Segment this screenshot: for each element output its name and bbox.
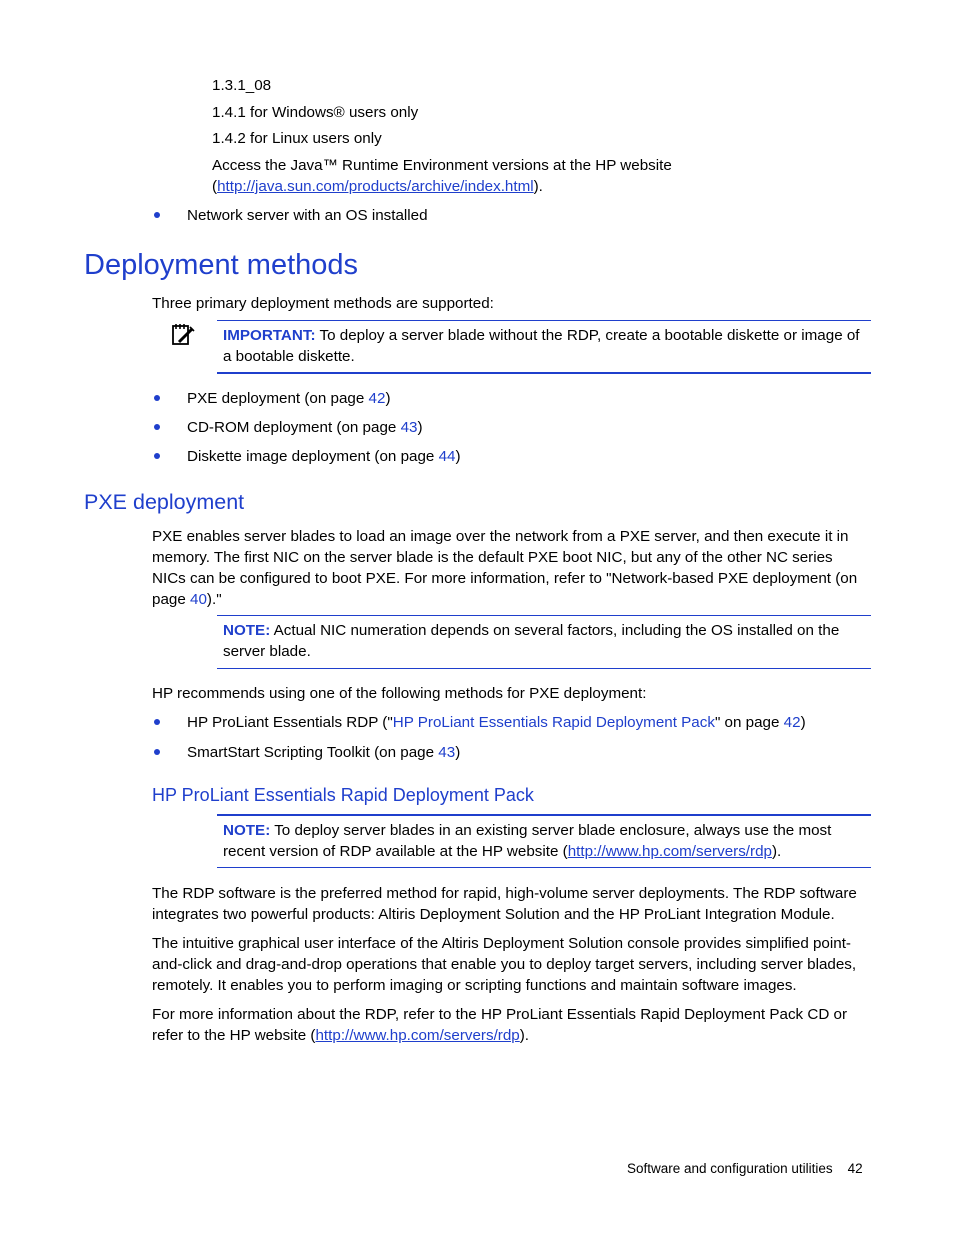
deployment-intro: Three primary deployment methods are supported:: [152, 295, 494, 312]
version-item: 1.4.2 for Linux users only: [212, 130, 382, 147]
bullet-icon: [154, 453, 160, 459]
pxe-paragraph: PXE enables server blades to load an image over the network from a PXE server, and then execute it in memory. The first NIC on the server blade is the default PXE boot NIC, but any of the other NC series NICs can be configured to boot PXE. For more information, refer to "Network-based PXE deployment (on page 40).": [152, 528, 858, 608]
note-label: NOTE:: [223, 622, 271, 639]
rdp-xref-link[interactable]: HP ProLiant Essentials Rapid Deployment Pack: [392, 714, 715, 731]
page-xref-link[interactable]: 43: [438, 744, 456, 761]
important-label: IMPORTANT:: [223, 327, 316, 344]
note-text: To deploy server blades in an existing server blade enclosure, always use the most recent version of RDP available at the HP website (: [223, 822, 832, 860]
bullet-icon: [154, 395, 160, 401]
page-xref-link[interactable]: 42: [368, 390, 386, 407]
page-footer: [627, 1158, 863, 1179]
footer-section: Software and configuration utilities: [627, 1161, 833, 1176]
note-text: Actual NIC numeration depends on several factors, including the OS installed on the server blade.: [223, 622, 840, 660]
pxe-method-item: SmartStart Scripting Toolkit (on page 43): [187, 744, 461, 761]
important-box: [217, 320, 871, 374]
method-item: PXE deployment (on page 42): [187, 390, 391, 407]
bullet-icon: [154, 424, 160, 430]
bullet-icon: [154, 719, 160, 725]
rdp-paragraph: The RDP software is the preferred method for rapid, high-volume server deployments. The RDP software integrates two powerful products: Altiris Deployment Solution and the HP ProLiant Integration Module.: [152, 885, 857, 923]
note-box: NOTE: To deploy server blades in an existing server blade enclosure, always use the most recent version of RDP available at the HP website (http://www.hp.com/servers/rdp).: [217, 814, 871, 868]
page-xref-link[interactable]: 44: [438, 448, 456, 465]
network-server-item: Network server with an OS installed: [187, 207, 428, 224]
bullet-icon: [154, 212, 160, 218]
access-paragraph: Access the Java™ Runtime Environment versions at the HP website (http://java.sun.com/products/archive/index.html).: [212, 157, 672, 195]
rdp-website-link[interactable]: http://www.hp.com/servers/rdp: [315, 1027, 520, 1044]
note-label: NOTE:: [223, 822, 271, 839]
page-xref-link[interactable]: 42: [783, 714, 801, 731]
subsubsection-title: HP ProLiant Essentials Rapid Deployment Pack: [152, 785, 534, 805]
rdp-paragraph: The intuitive graphical user interface of the Altiris Deployment Solution console provides simplified point-and-click and drag-and-drop operations that enable you to deploy target servers, including server blades, remotely. It enables you to perform imaging or scripting functions and maintain software images.: [152, 935, 857, 994]
subsection-title: PXE deployment: [84, 490, 245, 514]
rdp-website-link[interactable]: http://www.hp.com/servers/rdp: [567, 843, 772, 860]
footer-page-number: 42: [847, 1161, 863, 1176]
pxe-recommend: HP recommends using one of the following methods for PXE deployment:: [152, 685, 647, 702]
note-box: [217, 615, 871, 669]
pxe-method-item: HP ProLiant Essentials RDP ("HP ProLiant Essentials Rapid Deployment Pack" on page 42): [187, 714, 806, 731]
rdp-paragraph: For more information about the RDP, refer to the HP ProLiant Essentials Rapid Deployment Pack CD or refer to the HP website (http://www.hp.com/servers/rdp).: [152, 1006, 848, 1044]
notepad-pencil-icon: [170, 322, 196, 348]
bullet-icon: [154, 749, 160, 755]
method-item: CD-ROM deployment (on page 43): [187, 419, 423, 436]
page-xref-link[interactable]: 40: [190, 591, 207, 608]
page-xref-link[interactable]: 43: [400, 419, 418, 436]
java-archive-link[interactable]: http://java.sun.com/products/archive/index.html: [217, 178, 534, 195]
version-item: 1.4.1 for Windows® users only: [212, 104, 419, 121]
important-text: To deploy a server blade without the RDP, create a bootable diskette or image of a bootable diskette.: [223, 327, 860, 365]
section-title: Deployment methods: [84, 249, 359, 281]
method-item: Diskette image deployment (on page 44): [187, 448, 461, 465]
access-text: Access the Java™ Runtime Environment versions at the HP website: [212, 157, 672, 174]
version-item: 1.3.1_08: [212, 77, 272, 94]
